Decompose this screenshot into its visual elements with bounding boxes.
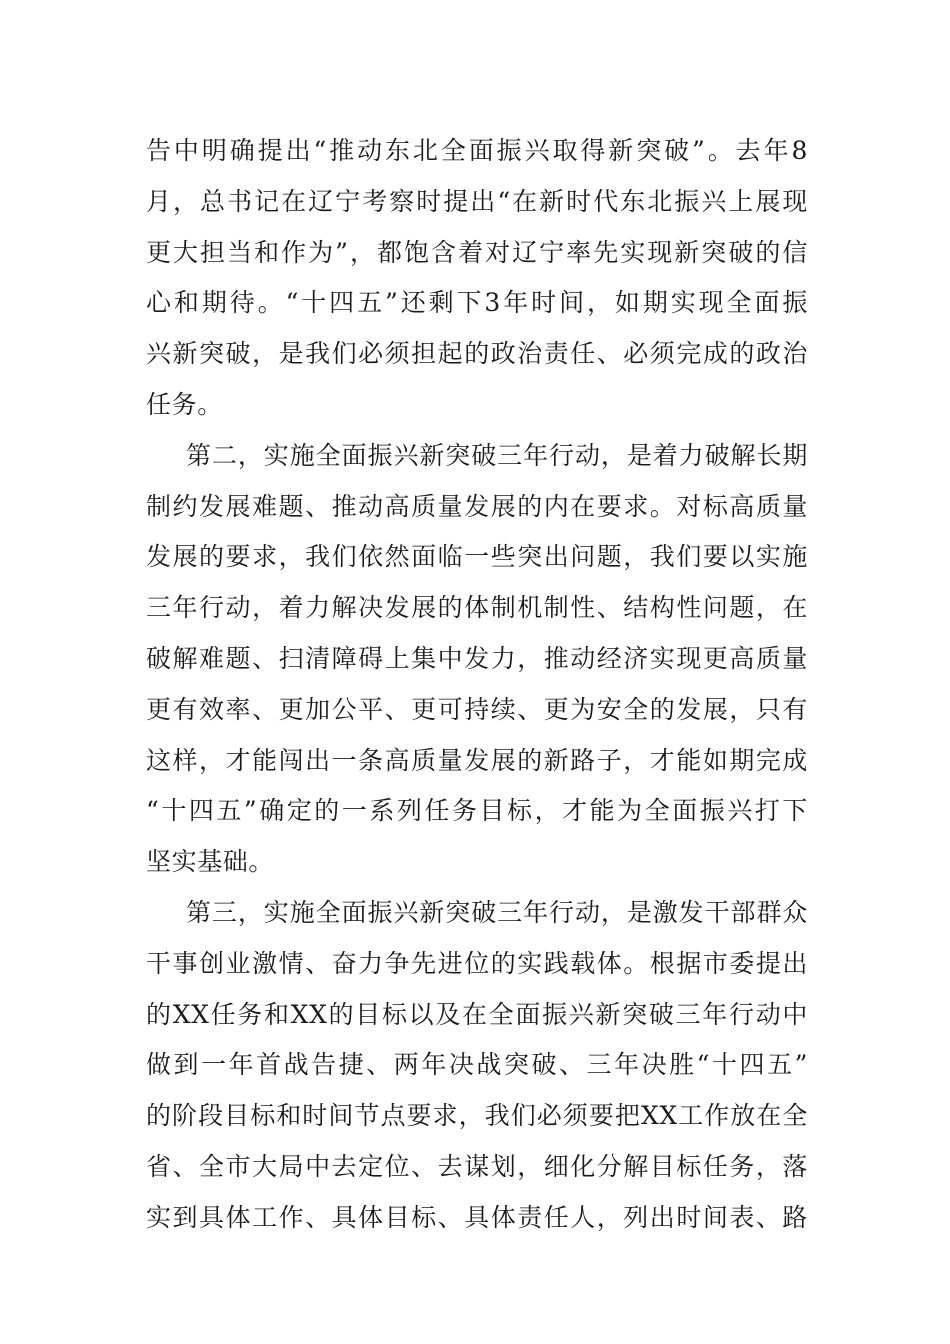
text-line: 坚实基础。 [146,847,275,877]
text-line: 做到一年首战告捷、两年决战突破、三年决胜“十四五” [146,1050,808,1080]
text-line: 实到具体工作、具体目标、具体责任人，列出时间表、路 [146,1202,808,1232]
text-line: 更有效率、更加公平、更可持续、更为安全的发展，只有 [146,694,808,724]
text-line: 心和期待。“十四五”还剩下3年时间，如期实现全面振 [146,288,808,318]
text-line: 告中明确提出“推动东北全面振兴取得新突破”。去年8 [146,136,808,165]
text-line: 月，总书记在辽宁考察时提出“在新时代东北振兴上展现 [146,186,808,216]
text-line: 干事创业激情、奋力争先进位的实践载体。根据市委提出 [146,948,808,978]
document-body [146,126,808,1244]
text-line: 的XX任务和XX的目标以及在全面振兴新突破三年行动中 [146,999,808,1029]
paragraph-start-line: 第三，实施全面振兴新突破三年行动，是激发干部群众 [186,897,808,927]
text-line: “十四五”确定的一系列任务目标，才能为全面振兴打下 [146,796,808,826]
paragraph-start-line: 第二，实施全面振兴新突破三年行动，是着力破解长期 [186,440,808,470]
text-line: 制约发展难题、推动高质量发展的内在要求。对标高质量 [146,491,808,521]
text-line: 任务。 [146,389,223,419]
text-line: 这样，才能闯出一条高质量发展的新路子，才能如期完成 [146,745,808,775]
text-line: 破解难题、扫清障碍上集中发力，推动经济实现更高质量 [146,643,808,673]
text-line: 省、全市大局中去定位、去谋划，细化分解目标任务，落 [146,1151,808,1181]
text-line: 发展的要求，我们依然面临一些突出问题，我们要以实施 [146,542,808,572]
text-line: 的阶段目标和时间节点要求，我们必须要把XX工作放在全 [146,1101,808,1131]
text-line: 三年行动，着力解决发展的体制机制性、结构性问题，在 [146,593,808,623]
text-line: 更大担当和作为”，都饱含着对辽宁率先实现新突破的信 [146,237,808,267]
text-line: 兴新突破，是我们必须担起的政治责任、必须完成的政治 [146,339,808,369]
